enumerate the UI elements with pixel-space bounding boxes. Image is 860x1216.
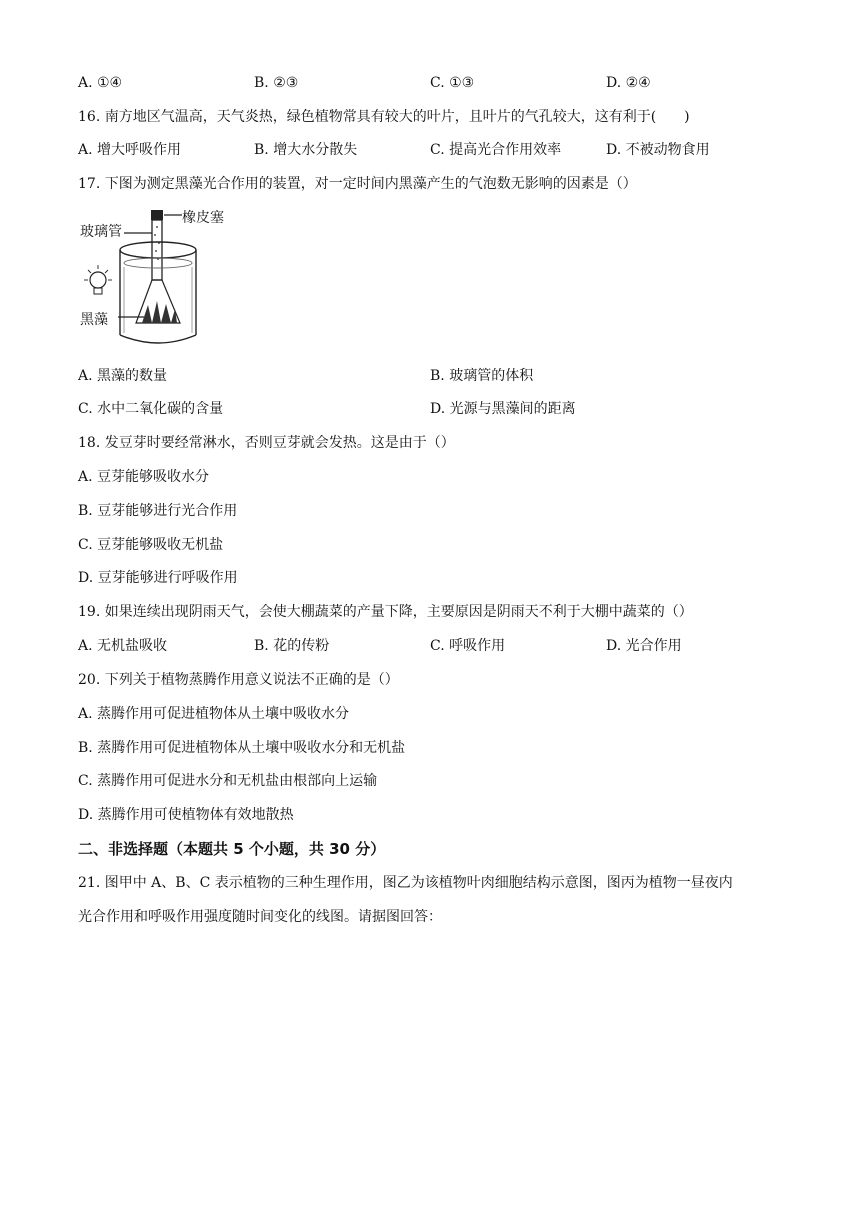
q20-option-d: D. 蒸腾作用可使植物体有效地散热 [78,807,294,823]
q19-stem: 19. 如果连续出现阴雨天气，会使大棚蔬菜的产量下降，主要原因是阴雨天不利于大棚中蔬菜的（） [78,604,693,620]
q20-stem: 20. 下列关于植物蒸腾作用意义说法不正确的是（） [78,672,399,688]
q17-option-a: A. 黑藻的数量 [78,368,168,384]
q19-option-d: D. 光合作用 [606,638,682,654]
label-hydrilla: 黑藻 [80,312,108,328]
glass-tube [152,220,162,280]
q16-option-d: D. 不被动物食用 [606,142,710,158]
q15-options [78,73,778,93]
light-bulb-icon [90,272,106,288]
q19-option-c: C. 呼吸作用 [430,638,506,654]
q15-option-a: A. ①④ [78,75,123,91]
q16-option-c: C. 提高光合作用效率 [430,142,562,158]
q15-option-b: B. ②③ [254,75,299,91]
q15-option-d: D. ②④ [606,75,651,91]
q17-option-b: B. 玻璃管的体积 [430,368,534,384]
label-glass-tube: 玻璃管 [80,224,122,240]
q21-stem-line2: 光合作用和呼吸作用强度随时间变化的线图。请据图回答： [78,909,442,925]
q17-option-d: D. 光源与黑藻间的距离 [430,401,576,417]
section-heading: 二、非选择题（本题共 5 个小题，共 30 分） [78,840,386,858]
q20-option-c: C. 蒸腾作用可促进水分和无机盐由根部向上运输 [78,773,378,789]
q16-stem: 16. 南方地区气温高，天气炎热，绿色植物常具有较大的叶片，且叶片的气孔较大，这有利于( ) [78,109,690,125]
q20-option-a: A. 蒸腾作用可促进植物体从土壤中吸收水分 [78,706,350,722]
q17-stem: 17. 下图为测定黑藻光合作用的装置，对一定时间内黑藻产生的气泡数无影响的因素是（） [78,176,637,192]
q18-option-c: C. 豆芽能够吸收无机盐 [78,537,224,553]
q16-option-a: A. 增大呼吸作用 [78,142,182,158]
q15-option-c: C. ①③ [430,75,475,91]
q16-option-b: B. 增大水分散失 [254,142,358,158]
q17-options-row2 [78,399,778,419]
q19-option-b: B. 花的传粉 [254,638,330,654]
q20-option-b: B. 蒸腾作用可促进植物体从土壤中吸收水分和无机盐 [78,740,406,756]
q18-option-b: B. 豆芽能够进行光合作用 [78,503,238,519]
q21-stem-line1: 21. 图甲中 A、B、C 表示植物的三种生理作用，图乙为该植物叶肉细胞结构示意图，图丙为植物一昼夜内 [78,875,733,891]
q17-option-c: C. 水中二氧化碳的含量 [78,401,224,417]
label-rubber-stopper: 橡皮塞 [182,210,224,226]
q18-option-d: D. 豆芽能够进行呼吸作用 [78,570,238,586]
q18-stem: 18. 发豆芽时要经常淋水，否则豆芽就会发热。这是由于（） [78,435,455,451]
q18-option-a: A. 豆芽能够吸收水分 [78,469,210,485]
hydrilla-apparatus-figure [78,205,248,350]
q16-options [78,140,778,160]
rubber-stopper [151,210,163,220]
q17-options-row1 [78,366,778,386]
q19-options [78,636,778,656]
q19-option-a: A. 无机盐吸收 [78,638,168,654]
